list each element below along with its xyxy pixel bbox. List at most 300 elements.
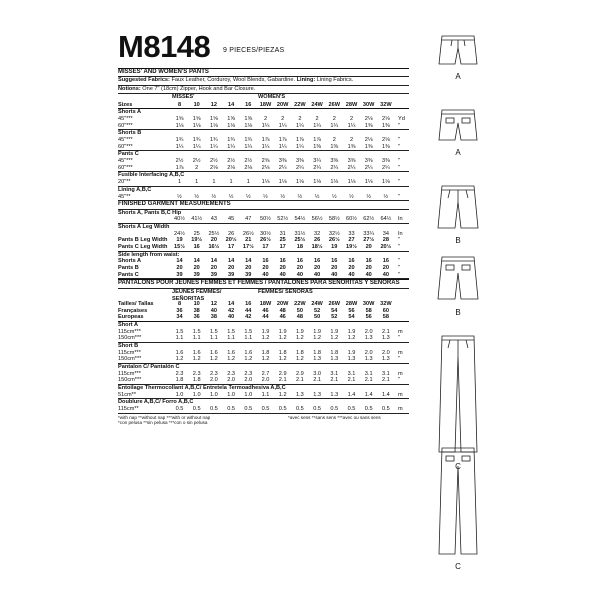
value-cell: 1¼ [278, 122, 287, 129]
value-cell: 26½ [328, 237, 340, 244]
value-cell: 1⅜ [313, 143, 321, 150]
value-cell: 0.5 [364, 406, 373, 413]
value-cell: 46 [279, 314, 286, 321]
value-cell: 1.6 [210, 349, 218, 356]
size-chart [118, 68, 409, 426]
section-title [118, 151, 409, 158]
value-cell: 22W [294, 300, 306, 307]
value-cell: 0.5 [347, 406, 356, 413]
value-cell: 2.3 [210, 370, 218, 377]
value-cell: 56 [365, 314, 372, 321]
value-cell: 1⅝ [210, 115, 218, 122]
value-cell: 2 [349, 115, 354, 122]
value-cell: 1¼ [244, 143, 253, 150]
value-cell: 1.8 [278, 349, 287, 356]
value-cell: 2¼ [330, 164, 339, 171]
value-cell: ½ [228, 193, 234, 200]
unit-label: " [398, 271, 400, 278]
value-cell: 1⅛ [313, 179, 321, 186]
value-cell: 18 [296, 244, 303, 251]
value-cell: 14 [176, 258, 183, 265]
notions-label: Notions: [118, 85, 141, 92]
value-cell: 0.5 [227, 406, 235, 413]
row-label: Pants B [118, 265, 139, 272]
row-label: Pants C [118, 271, 139, 278]
section-title-text: Pantalon C/ Pantalón C [118, 364, 180, 371]
value-cell: 2.9 [296, 370, 304, 377]
unit-label: " [398, 143, 400, 150]
value-cell: 20 [348, 265, 355, 272]
row-values [172, 244, 396, 251]
value-cell: 2⅛ [364, 137, 373, 143]
value-cell: 1¼ [278, 143, 287, 150]
value-cell: 16 [382, 258, 389, 265]
value-cell: 32W [380, 101, 392, 108]
value-cell: ½ [194, 193, 200, 200]
value-cell: 1⅞ [175, 164, 184, 171]
value-cell: 25½ [294, 237, 306, 244]
value-cell: 20 [382, 265, 389, 272]
unit-label: " [398, 258, 400, 265]
value-cell: 2¼ [364, 164, 373, 171]
value-cell: 50½ [260, 216, 271, 223]
value-cell: 2.1 [296, 377, 304, 384]
value-cell: 2¼ [296, 164, 304, 171]
row-values [172, 406, 396, 413]
value-cell: 25½ [208, 230, 220, 237]
value-cell: 1.2 [261, 356, 270, 363]
value-cell: 50 [296, 307, 303, 314]
value-cell: 24W [311, 300, 323, 307]
label-shorts-a-front: A [455, 72, 461, 81]
value-cell: 54 [348, 314, 355, 321]
row-label: Françaises [118, 307, 148, 314]
value-cell: 12 [210, 101, 217, 108]
value-cell: 20 [210, 265, 217, 272]
value-cell: 32W [380, 300, 392, 307]
value-cell: 44 [262, 314, 269, 321]
value-cell: 14 [245, 258, 252, 265]
value-cell: 1⅞ [261, 137, 270, 143]
value-cell: 14 [193, 258, 200, 265]
value-cell: 2.7 [261, 370, 270, 377]
value-cell: 1.9 [347, 328, 356, 335]
value-cell: 1.2 [175, 356, 184, 363]
value-cell: 31½ [294, 230, 306, 237]
value-cell: 1¼ [261, 122, 270, 129]
value-cell: 2.0 [244, 377, 253, 384]
value-cell: 30W [362, 101, 375, 108]
row-values [172, 392, 396, 399]
value-cell: 0.5 [330, 406, 339, 413]
value-cell: 20 [210, 237, 217, 244]
chart-row [118, 301, 409, 308]
unit-label: m [398, 349, 403, 356]
value-cell: 1⅛ [347, 179, 356, 186]
section-title [118, 399, 409, 406]
row-values [172, 350, 396, 357]
value-cell: 1¼ [210, 143, 218, 150]
value-cell: 2.0 [227, 377, 235, 384]
value-cell: 54 [331, 307, 338, 314]
value-cell: 56 [348, 307, 355, 314]
value-cell: 1.8 [330, 349, 339, 356]
value-cell: 2⅛ [382, 137, 390, 143]
section-title-text: Side length from waist: [118, 251, 180, 258]
value-cell: 20W [276, 101, 289, 108]
row-label: 150cm*** [118, 356, 142, 363]
value-cell: 8 [177, 300, 182, 307]
lining-text: Lining Fabrics. [316, 77, 354, 84]
unit-label: " [398, 122, 400, 129]
pattern-number: M8148 [118, 29, 211, 64]
value-cell: 1.2 [278, 356, 287, 363]
value-cell: 28W [345, 101, 358, 108]
value-cell: 2 [281, 115, 285, 122]
value-cell: 26½ [242, 230, 254, 237]
value-cell: 1⅛ [278, 179, 287, 186]
chart-row [118, 265, 409, 272]
value-cell: 1.3 [347, 356, 356, 363]
value-cell: 38 [193, 307, 200, 314]
value-cell: 39 [210, 271, 217, 278]
value-cell: 2½ [175, 158, 184, 165]
value-cell: 48 [279, 307, 286, 314]
value-cell: 60½ [346, 216, 357, 223]
value-cell: 1⅛ [296, 179, 304, 186]
section-title [118, 172, 409, 179]
unit-label: m [398, 328, 403, 335]
row-values [172, 314, 396, 321]
value-cell: 16 [245, 101, 252, 108]
unit-label: " [398, 265, 400, 272]
value-cell: 32 [313, 230, 321, 237]
row-values [172, 237, 396, 244]
section-title-text: Fusible Interfacing A,B,C [118, 172, 185, 179]
chart-row [118, 308, 409, 315]
value-cell: ½ [280, 193, 286, 200]
value-cell: 2 [195, 164, 199, 171]
chart-row [118, 216, 409, 223]
chart-row [118, 406, 409, 413]
value-cell: 1¾ [175, 137, 184, 143]
value-cell: 2⅛ [244, 164, 253, 171]
value-cell: 48 [296, 314, 303, 321]
value-cell: 1.2 [296, 335, 304, 342]
value-cell: 16 [262, 258, 269, 265]
value-cell: 14 [210, 258, 217, 265]
value-cell: 1 [177, 179, 182, 186]
value-cell: 3⅜ [347, 158, 356, 165]
value-cell: 14 [227, 300, 235, 307]
technical-drawings [423, 24, 513, 584]
value-cell: 1⅛ [261, 179, 270, 186]
value-cell: 60 [382, 307, 389, 314]
value-cell: 1.3 [364, 356, 373, 363]
value-cell: 26W [328, 101, 341, 108]
intl-group-womens: FEMMES/ SEÑORAS [258, 288, 313, 295]
unit-label: m [398, 406, 403, 413]
section-title [118, 252, 409, 259]
value-cell: 30W [362, 300, 375, 307]
value-cell: 40 [331, 271, 338, 278]
value-cell: 1⅜ [364, 143, 373, 150]
value-cell: 26 [227, 230, 235, 237]
value-cell: 2.0 [261, 377, 270, 384]
value-cell: 20 [227, 265, 235, 272]
value-cell: 15½ [174, 244, 185, 251]
value-cell: 36 [193, 314, 200, 321]
value-cell: 3¼ [313, 158, 321, 165]
label-shorts-a-back: A [455, 148, 461, 157]
section-title [118, 385, 409, 392]
value-cell: 2.1 [382, 328, 390, 335]
value-cell: 1⅛ [175, 122, 184, 129]
value-cell: 10 [193, 101, 200, 108]
value-cell: 1⅝ [227, 115, 235, 122]
value-cell: 1.4 [364, 391, 373, 398]
value-cell: 1.4 [347, 391, 356, 398]
value-cell: 1.5 [175, 328, 184, 335]
chart-row [118, 371, 409, 378]
section-title [118, 224, 409, 231]
value-cell: 19 [176, 237, 183, 244]
value-cell: 0.5 [244, 406, 253, 413]
unit-label: m [398, 391, 403, 398]
value-cell: 16 [331, 258, 338, 265]
value-cell: 54½ [294, 216, 306, 223]
unit-label: " [398, 158, 400, 165]
value-cell: 41½ [191, 216, 203, 223]
value-cell: 30½ [260, 230, 271, 237]
row-values [172, 216, 396, 223]
section-title-text: Doublure A,B,C/ Forro A,B,C [118, 399, 194, 406]
value-cell: 1.0 [227, 391, 235, 398]
value-cell: 2 [298, 115, 302, 122]
footnote-es: *con pelusa **sin pelusa ***con o sin pelusa [118, 420, 208, 426]
value-cell: 2.1 [347, 377, 356, 384]
value-cell: 1.2 [278, 335, 287, 342]
section-title-text: Shorts A [118, 109, 142, 116]
value-cell: 1.9 [313, 328, 321, 335]
value-cell: 2½ [210, 158, 218, 165]
chart-row [118, 258, 409, 265]
text-line [118, 86, 409, 93]
row-values [172, 301, 396, 308]
value-cell: 0.5 [313, 406, 321, 413]
value-cell: 39 [227, 271, 235, 278]
value-cell: 44 [245, 307, 252, 314]
unit-label: " [398, 237, 400, 244]
row-values [172, 179, 396, 186]
value-cell: 58 [382, 314, 389, 321]
value-cell: 40 [382, 271, 389, 278]
value-cell: 20 [365, 265, 372, 272]
row-values [172, 377, 396, 384]
value-cell: 25 [279, 237, 286, 244]
value-cell: 1.2 [313, 335, 321, 342]
value-cell: 1 [229, 179, 233, 186]
value-cell: 40 [296, 271, 303, 278]
value-cell: 1.9 [278, 328, 287, 335]
value-cell: 52 [313, 307, 321, 314]
value-cell: 40 [262, 271, 269, 278]
unit-label: " [398, 335, 400, 342]
value-cell: 3.1 [347, 370, 356, 377]
value-cell: 1.1 [192, 335, 201, 342]
lining-label: Lining: [296, 77, 316, 84]
value-cell: 28 [382, 237, 389, 244]
value-cell: 58 [365, 307, 372, 314]
row-label: Pants C Leg Width [118, 244, 168, 251]
footnote-en: *with nap **without nap ***with or without nap [118, 414, 211, 420]
value-cell: 1.8 [261, 349, 270, 356]
chart-row [118, 377, 409, 384]
value-cell: 2⅛ [364, 115, 373, 122]
value-cell: 2.1 [382, 377, 390, 384]
value-cell: 20 [279, 265, 286, 272]
value-cell: 1.5 [210, 328, 218, 335]
chart-row [118, 392, 409, 399]
value-cell: 3.0 [313, 370, 321, 377]
value-cell: 3⅜ [278, 158, 287, 165]
value-cell: ½ [297, 193, 303, 200]
value-cell: 1 [246, 179, 250, 186]
value-cell: 1.1 [227, 335, 235, 342]
value-cell: 17 [279, 244, 286, 251]
value-cell: 1¼ [192, 143, 201, 150]
value-cell: 50 [313, 314, 321, 321]
value-cell: 40½ [174, 216, 185, 223]
section-title-text: Shorts A Leg Width [118, 223, 170, 230]
value-cell: 22W [294, 101, 306, 108]
value-cell: 16 [193, 244, 200, 251]
value-cell: 3⅜ [364, 158, 373, 165]
value-cell: 3.1 [330, 370, 339, 377]
value-cell: 3⅜ [296, 158, 304, 165]
value-cell: 16 [313, 258, 321, 265]
value-cell: 0.5 [210, 406, 218, 413]
value-cell: 17 [262, 244, 269, 251]
row-label: 51cm** [118, 391, 137, 398]
value-cell: 1⅛ [192, 122, 201, 129]
row-label: 45"*** [118, 115, 133, 122]
unit-label: " [398, 193, 400, 200]
value-cell: 40 [348, 271, 355, 278]
value-cell: 1.5 [244, 328, 253, 335]
value-cell: 24W [311, 101, 323, 108]
value-cell: 1.6 [227, 349, 235, 356]
value-cell: 1⅜ [382, 143, 390, 150]
value-cell: 2.0 [210, 377, 218, 384]
row-values [172, 272, 396, 279]
footnote-fr: *avec sens **sans sens ***avec ou sans sens [288, 414, 381, 420]
text-line [118, 77, 409, 84]
value-cell: 8 [177, 101, 182, 108]
row-label: 115cm*** [118, 370, 141, 377]
value-cell: 25 [193, 230, 200, 237]
value-cell: 1⅜ [364, 122, 373, 129]
value-cell: 20 [262, 265, 269, 272]
value-cell: 1.8 [175, 377, 184, 384]
value-cell: 1.3 [330, 391, 339, 398]
chart-row [118, 144, 409, 151]
value-cell: 58½ [328, 216, 340, 223]
section-title [118, 322, 409, 329]
row-values [172, 116, 396, 123]
value-cell: 33 [348, 230, 355, 237]
value-cell: 2¼ [313, 164, 321, 171]
value-cell: 56½ [311, 216, 323, 223]
value-cell: 1¼ [313, 122, 321, 129]
row-label: 150cm*** [118, 377, 142, 384]
international-title: PANTALONS POUR JEUNES FEMMES ET FEMMES / PANTALONES PARA SEÑORITAS Y SEÑORAS [118, 280, 400, 287]
value-cell: 1⅜ [382, 122, 390, 129]
measurements-title: FINISHED GARMENT MEASUREMENTS [118, 201, 231, 208]
value-cell: 2.9 [278, 370, 287, 377]
row-values [172, 165, 396, 172]
value-cell: 1⅛ [210, 122, 218, 129]
fabrics-text: Faux Leather, Corduroy, Wool Blends, Gabardine. [171, 77, 296, 84]
chart-row [118, 244, 409, 251]
chart-row [118, 158, 409, 165]
label-shorts-b-front: B [455, 236, 461, 245]
value-cell: 40 [227, 314, 235, 321]
value-cell: 1.0 [210, 391, 218, 398]
value-cell: 1.2 [278, 391, 287, 398]
value-cell: 2½ [244, 158, 253, 165]
value-cell: 1.1 [210, 335, 218, 342]
value-cell: 47 [245, 216, 252, 223]
row-values [172, 123, 396, 130]
value-cell: 2 [332, 137, 336, 143]
value-cell: 2.3 [175, 370, 184, 377]
value-cell: 2.3 [192, 370, 201, 377]
row-values [172, 158, 396, 165]
value-cell: ½ [331, 193, 337, 200]
value-cell: 2⅛ [227, 164, 235, 171]
value-cell: 1¼ [330, 122, 339, 129]
row-label: 115cm*** [118, 349, 141, 356]
value-cell: 1.3 [296, 391, 304, 398]
section-title [118, 187, 409, 194]
value-cell: 1.3 [313, 356, 321, 363]
value-cell: 40 [365, 271, 372, 278]
value-cell: 19½ [191, 237, 203, 244]
section-title-text: Shorts A, Pants B,C Hip [118, 209, 182, 216]
value-cell: 0.5 [175, 406, 184, 413]
value-cell: 2¼ [347, 164, 356, 171]
label-pants-c-front: C [455, 462, 461, 471]
value-cell: 2 [349, 137, 354, 143]
group-misses: MISSES' [172, 94, 195, 101]
value-cell: ½ [177, 193, 182, 200]
unit-label: " [398, 179, 400, 186]
section-title [118, 364, 409, 371]
value-cell: ½ [349, 193, 354, 200]
value-cell: 1.2 [210, 356, 218, 363]
size-group-header [118, 94, 409, 101]
value-cell: 2⅛ [261, 164, 270, 171]
chart-row [118, 329, 409, 336]
value-cell: 45 [227, 216, 235, 223]
header [118, 30, 408, 64]
value-cell: 38 [210, 314, 217, 321]
unit-label: m [398, 370, 403, 377]
unit-label: In [398, 230, 403, 237]
value-cell: 20½ [380, 244, 392, 251]
value-cell: 20½ [225, 237, 237, 244]
